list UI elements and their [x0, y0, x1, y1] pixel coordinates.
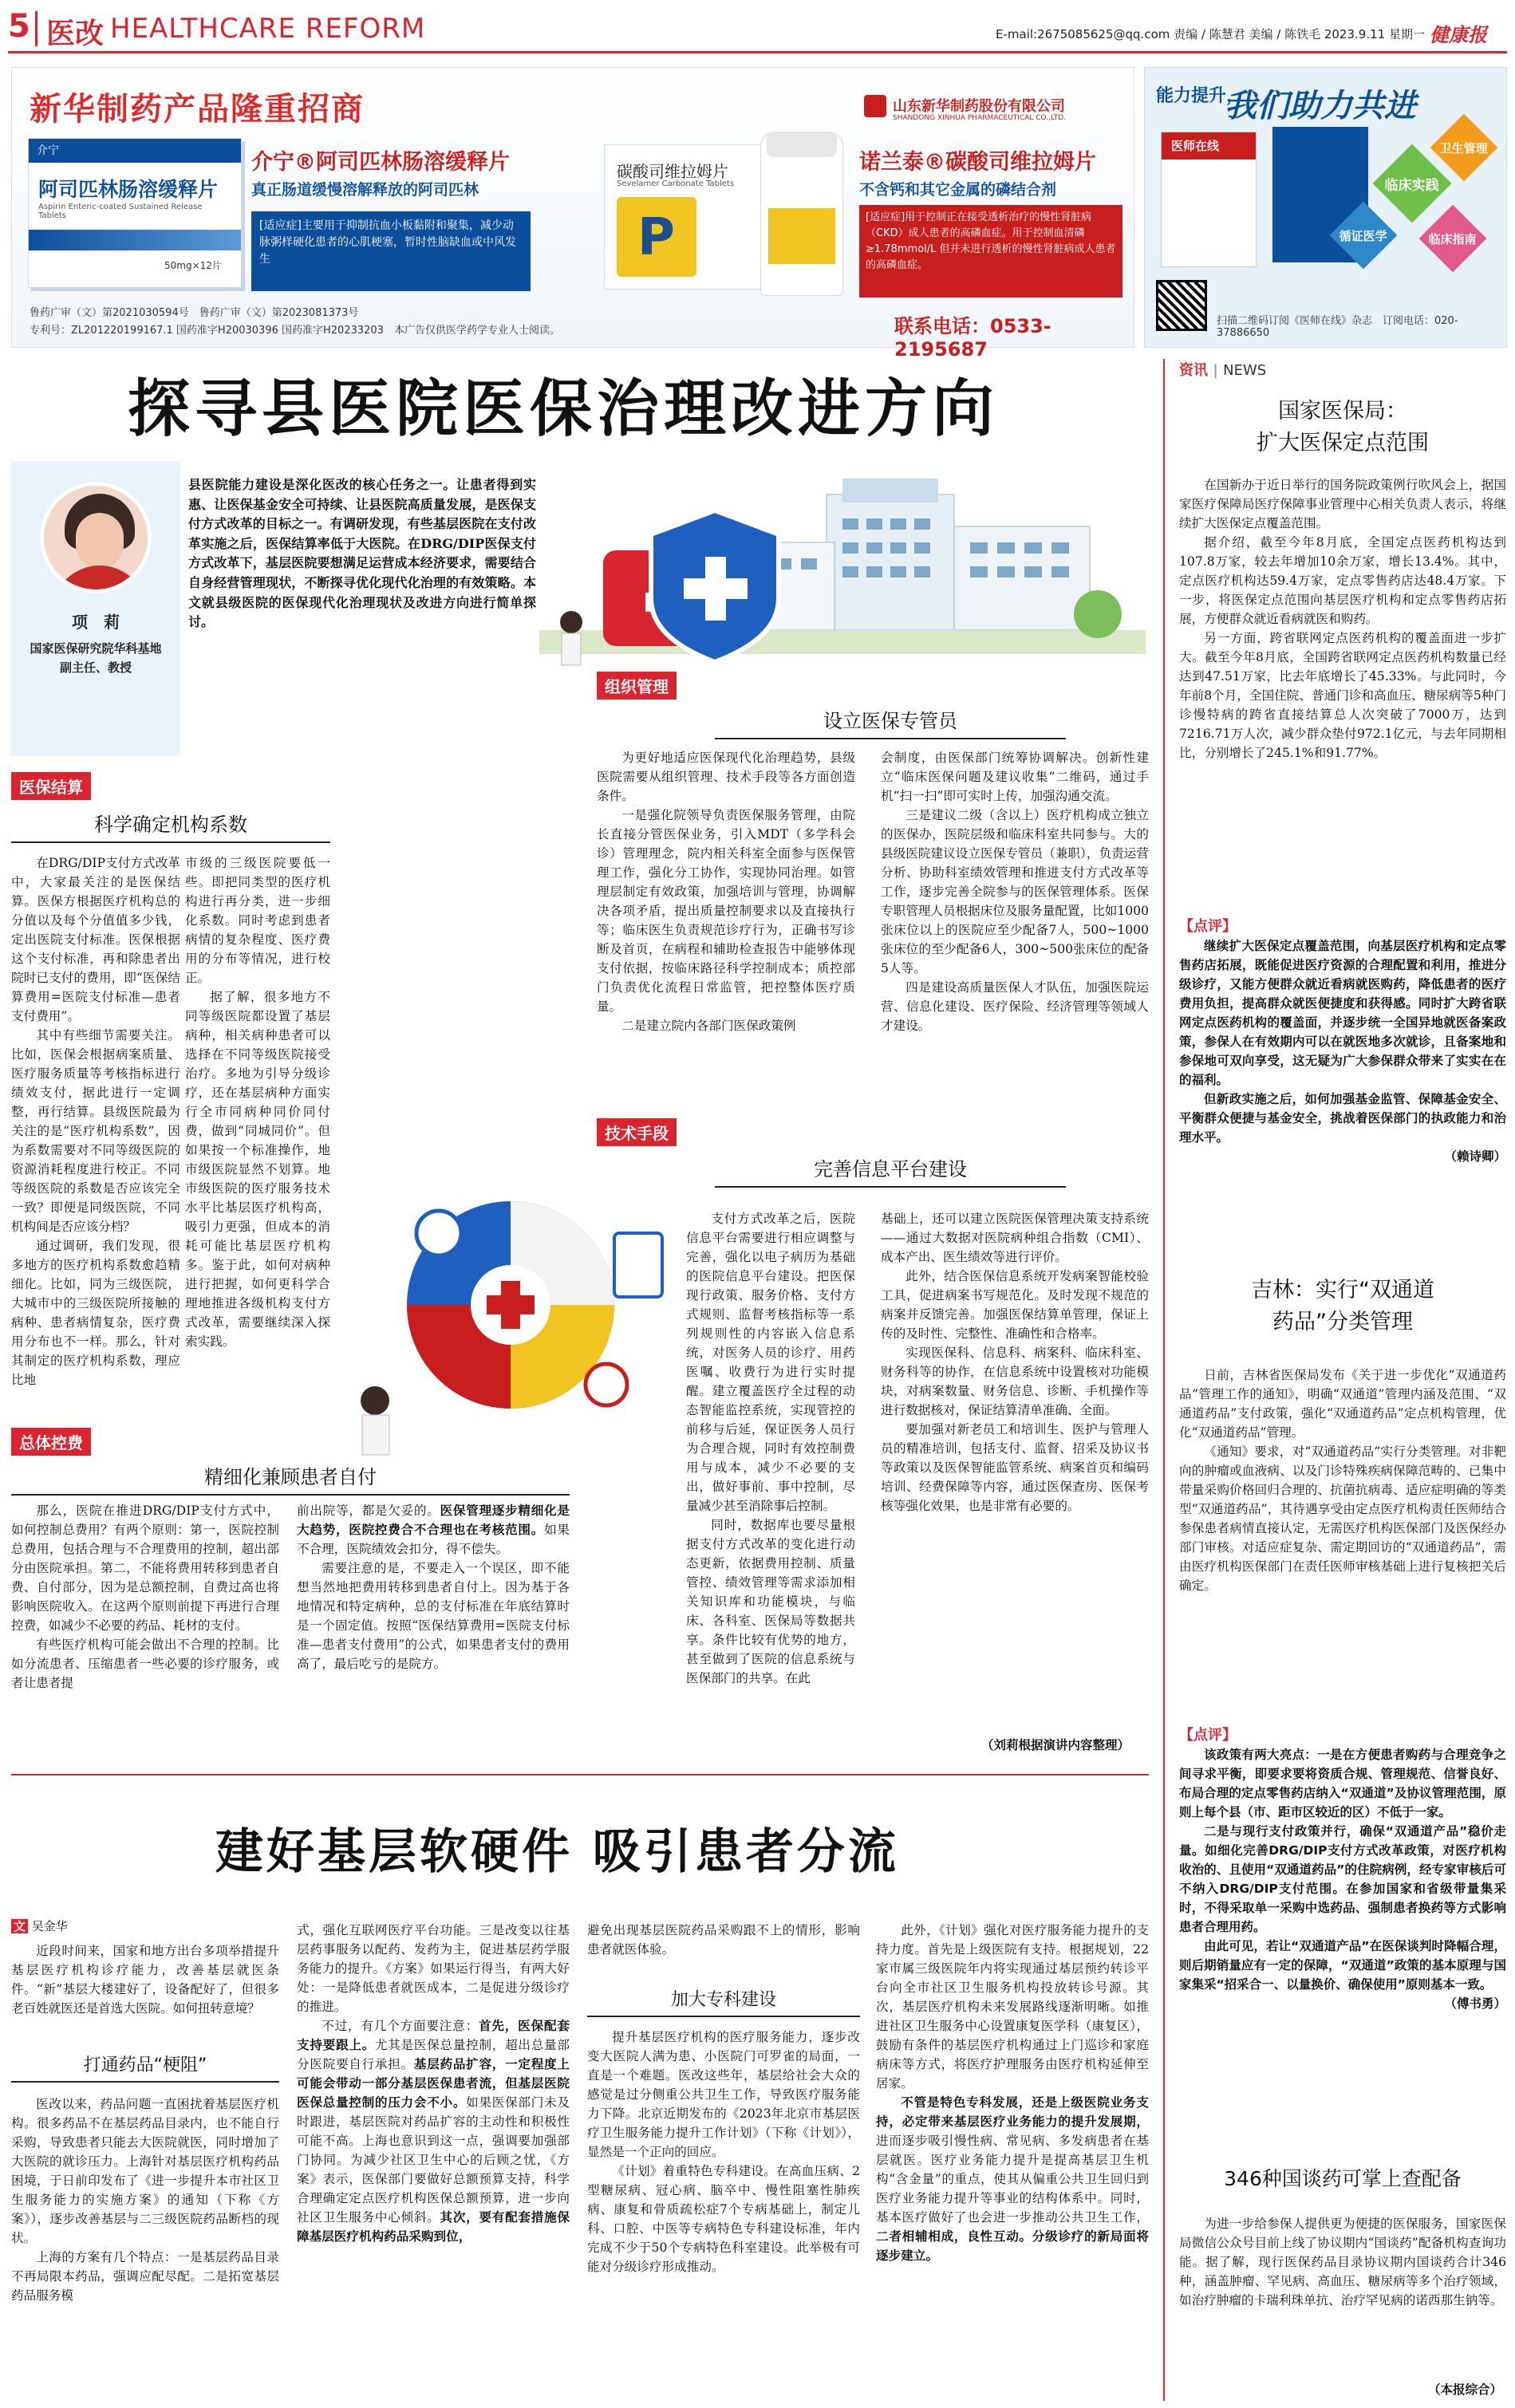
page-number: 5: [8, 8, 30, 45]
heading-info-platform: 完善信息平台建设: [715, 1153, 1066, 1188]
author-role-2: 副主任、教授: [59, 660, 132, 675]
col2b-text: 会制度，由医保部门统筹协调解决。创新性建立“临床医保问题及建议收集”二维码，通过手机“扫一扫”即可实时上传，加强沟通交流。 三是建议二级（含以上）医疗机构成立独立的医保办，医院层级和临床科室共同参与。大的县级医院建议设立医保专管员（兼职），负责运营分析、协助科室绩效管理和推进支付方式改革等工作，逐步完善全院参与的医保管理体系。医保专职管理人员根据床位及服务量配置，比如1000张床位以上的医院应至少配备7人，500~1000张床位的至少配备6人，300~500张床位的配备5人等。 四是建设高质量医保人才队伍，加强医院运营、信息化建设、医疗保险、经济管理等领域人才建设。: [881, 751, 1149, 1033]
news3-body: 为进一步给参保人提供更为便捷的医保服务，国家医保局微信公众号目前上线了协议期内“国谈药”配备机构查询功能。据了解，现行医保药品目录协议期内国谈药合计346种，涵盖肿瘤、罕见病、高血压、糖尿病等多个治疗领域，如治疗肿瘤的卡瑞利珠单抗、治疗罕见病的诺西那生钠等。: [1179, 2217, 1506, 2308]
news-label: 资讯 | NEWS: [1179, 362, 1267, 379]
qr-code-icon[interactable]: [1156, 280, 1207, 331]
header-divider: [35, 11, 37, 46]
news1-body: 在国新办于近日举行的国务院政策例行吹风会上，据国家医疗保障局医疗保障事业管理中心相关负责人表示，将继续扩大医保定点覆盖范围。 据介绍，截至今年8月底，全国定点医药机构达到107.8万家，较去年增加10余万家，增长13.4%。其中，定点医疗机构达59.4万家，定点零售药店达48.4万家。下一步，将医保定点范围向基层医疗机构和定点零售药店拓展，方便群众就近看病就医和购药。 另一方面，跨省联网定点医药机构的覆盖面进一步扩大。截至今年8月底，全国跨省联网定点医药机构数量已经达到47.51万家，比去年底增长了45.33%。与此同时，今年前8个月，全国住院、普通门诊和高血压、糖尿病等5种门诊慢特病的跨省直接结算总人次突破了7000万，达到7216.71万人次，减少群众垫付972.1亿元，与去年同期相比，分别增长了245.1%和91.77%。: [1179, 478, 1506, 760]
col4b-text: 前出院等，都是欠妥的。医保管理逐步精细化是大趋势，医院控费合不合理也在考核范围。如果不合理，医院绩效会扣分，得不偿失。 需要注意的是，不要走入一个误区，即不能想当然地把费用转移到患者自付上。因为基于各地情况和特定病种，总的支付标准在年底结算时是一个固定值。按照“医保结算费用=医院支付标准—患者支付费用”的公式，如果患者支付的费用高了，最后吃亏的是院方。: [297, 1503, 570, 1671]
xinhua-logo-icon: [864, 95, 886, 117]
bottom-col4: 此外，《计划》强化对医疗服务能力提升的支持力度。首先是上级医院有支持。根据规划，22家市属三级医院年内将实现通过基层预约转诊平台向全市社区卫生服务机构投放转诊号源。其次，基层医疗机构未来发展路线逐渐明晰。如推进社区卫生服务中心设置康复医学科（康复区），鼓励有条件的基层医疗机构通过上门巡诊和家庭病床等方式，将医疗护理服务由医疗机构延伸至居家。 不管是特色专科发展，还是上级医院业务支持，必定带来基层医疗业务能力的提升发展期，进而逐步吸引慢性病、常见病、多发病患者在基层就医。医疗业务能力提升是提高基层卫生机构“含金量”的重点，使其从偏重公共卫生回归到医疗业务能力提升等事业的结构体系中。同时，基本医疗做好了也会进一步推动公共卫生工作，二者相辅相成，良性互动。分级诊疗的新局面将逐步建立。: [876, 1923, 1149, 2263]
product1-title: 介宁®阿司匹林肠溶缓释片: [251, 150, 510, 175]
section-divider: [11, 1774, 1149, 1775]
bottom-title: 建好基层软硬件 吸引患者分流: [215, 1824, 899, 1880]
author-avatar: [40, 482, 152, 593]
heading-specialty: 加大专科建设: [587, 1986, 860, 2017]
ad-banner[interactable]: [11, 67, 1134, 361]
col3b-text: 基础上，还可以建立医院医保管理决策支持系统——通过大数据对医院病种组合指数（CMI）、成本产出、医生绩效等进行评价。 此外，结合医保信息系统开发病案智能校验工具，促进病案书写规范化。及时发现不规范的病案并反馈完善。加强医保结算单管理，保证上传的及时性、完整性、准确性和合格率。 实现医保科、信息科、病案科、临床科室、财务科等的协作，在信息系统中设置核对功能模块，对病案数量、财务信息、诊断、手机操作等进行数据核对，保证结算清单准确、全面。 要加强对新老员工和培训生、医护与管理人员的精准培训，包括支付、监督、招采及协议书等政策以及医保智能监管系统、病案首页和编码培训、经费保障等内容，通过医保查房、医保考核等强化效果，也是非常有必要的。: [881, 1212, 1149, 1513]
author-name: 项 莉: [72, 613, 120, 632]
tag-health-management: 卫生管理: [1430, 114, 1498, 182]
main-title: 探寻县医院医保治理改进方向: [128, 372, 1000, 445]
bottom-col3: 避免出现基层医院药品采购跟不上的情形，影响患者就医体验。: [587, 1923, 860, 1957]
product1-subtitle: 真正肠道缓慢溶解释放的阿司匹林: [251, 181, 479, 199]
tag-insurance-settlement: 医保结算: [11, 772, 91, 800]
tag-clinical-practice: 临床实践: [1373, 144, 1452, 223]
header-rule: [8, 51, 1507, 53]
magazine-slogan: 我们助力共进: [1225, 87, 1416, 124]
aspirin-package: 介宁 阿司匹林肠溶缓释片 Aspirin Enteric-coated Sustained Release Tablets 50mg×12片: [28, 138, 242, 288]
ad-slogan: 新华制药产品隆重招商: [30, 91, 365, 128]
col3a-text: 支付方式改革之后，医院信息平台需要进行相应调整与完善，强化以电子病历为基础的医院信息平台建设。把医保现行政策、服务价格、支付方式规则、监督考核指标等一系列规则性的内容嵌入信息系统，对医务人员的诊疗、用药医嘱、收费行为进行实时提醒。建立覆盖医疗全过程的动态智能监控系统，实现管控的前移与后延，保证医务人员行为合理合规，同时有效控制费用与成本，减少不必要的支出，做好事前、事中控制，尽量减少甚至消除事后控制。 同时，数据库也要尽量根据支付方式改革的变化进行动态更新，依据费用控制、质量管控、绩效管理等需求添加相关知识库和功能模块，与临床、各科室、医保局等数据共享。条件比较有优势的地方，甚至做到了医院的信息系统与医保部门的共享。在此: [686, 1212, 855, 1685]
ad-phone[interactable]: 联系电话：0533-2195687: [894, 315, 1051, 361]
intro-text: 县医院能力建设是深化医改的核心任务之一。让患者得到实惠、让医保基金安全可持续、让县医院高质量发展，是医保支付方式改革的目标之一。有调研发现，有些基层医院在支付改革实施之后，医保结算率低于大医院。在DRG/DIP医保支付方式改革下，基层医院要想满足运营成本经济要求，需要结合自身经营管理现状，不断探寻优化现代化治理的有效策略。本文就县级医院的医保现代化治理现状及改进方向进行简单探讨。: [188, 477, 536, 630]
ad-registration-2: 专利号：ZL201220199167.1 国药准字H20030396 国药准字H20233203 本广告仅供医学药学专业人士阅读。: [30, 325, 560, 337]
author-role-1: 国家医保研究院华科基地: [30, 641, 162, 656]
news3-credit: （本报综合）: [1428, 2382, 1503, 2397]
col4a-text: 那么，医院在推进DRG/DIP支付方式中，如何控制总费用？有两个原则：第一，医院控制总费用，包括合理与不合理费用的控制，超出部分由医院承担。第二，不能将费用转移到患者自费、自付部分，因为是总额控制，自费过高也将影响医院收入。在这两个原则前提下再进行合理控费，如减少不必要的药品、耗材的支付。 有些医疗机构可能会做出不合理的控制。比如分流患者、压缩患者一些必要的诊疗服务，或者让患者提: [11, 1504, 279, 1690]
bottom-lead: 近段时间来，国家和地方出台多项举措提升基层医疗机构诊疗能力，改善基层就医条件。“新”基层大楼建好了，设备配好了，但很多老百姓就医还是首选大医院。如何扭转意境？: [11, 1944, 279, 2016]
product2-title: 诺兰泰®碳酸司维拉姆片: [859, 150, 1096, 175]
data-circle-illustration: [343, 1185, 702, 1456]
company-name-en: SHANDONG XINHUA PHARMACEUTICAL CO.,LTD.: [893, 114, 1067, 122]
author-box: [11, 461, 180, 756]
bottom-col1: 医改以来，药品问题一直困扰着基层医疗机构。很多药品不在基层药品目录内，也不能自行采购，导致患者只能去大医院就医，同时增加了大医院的就诊压力。上海针对基层医疗机构药品困境，于日前印发布了《进一步提升本市社区卫生服务能力的实施方案》的通知（下称《方案》），逐步改善基层与二三级医院药品断档的现状。 上海的方案有几个特点：一是基层药品目录不再局限本药品，强调应配尽配。二是拓宽基层药品服务模: [11, 2097, 279, 2303]
product2-subtitle: 不含钙和其它金属的磷结合剂: [859, 181, 1057, 199]
header-meta: E-mail:2675085625@qq.com 责编 / 陈慧君 美编 / 陈铁毛 2023.9.11 星期一: [996, 27, 1425, 41]
news2-body: 日前，吉林省医保局发布《关于进一步优化“双通道药品”管理工作的通知》，明确“双通道”管理内涵及范围、“双通道药品”支付政策，强化“双通道药品”定点机构管理，优化“双通道药品”管理。 《通知》要求，对“双通道药品”实行分类管理。对非靶向的肿瘤或血液病、以及门诊特殊疾病保障范畴的、已集中带量采购价格回归合理的、抗菌抗病毒、适应症明确的等类型“双通道药品”，其待遇享受由定点医疗机构责任医师结合参保患者病情直接认定，无需医疗机构医保部门及医保经办部门审核。对适应症复杂、需定期回访的“双通道药品”，需由医疗机构医保部门在责任医师审核基础上进行复核把关后确定。: [1179, 1368, 1506, 1593]
bottom-col3b: 提升基层医疗机构的医疗服务能力，逐步改变大医院人满为患、小医院门可罗雀的局面，一直是一个难题。医改这些年，基层给社会大众的感觉是过分侧重公共卫生工作，导致医疗服务能力下降。北京近期发布的《2023年北京市基层医疗卫生服务能力提升工作计划》（下称《计划》），显然是一个正向的回应。 《计划》着重特色专科建设。在高血压病、2型糖尿病、冠心病、脑卒中、慢性阻塞性肺疾病、康复和骨质疏松症7个专病基础上，制定儿科、口腔、中医等专病特色专科建设标准，年内完成不少于50个专病特色科室建设。此举极有可能对分级诊疗形成推动。: [587, 2030, 860, 2274]
tag-technology: 技术手段: [597, 1118, 677, 1146]
sevelamer-package: 碳酸司维拉姆片 Sevelamer Carbonate Tablets P: [604, 132, 848, 296]
col1a-text: 在DRG/DIP支付方式改革中，大家最关注的是医保结算。医保方根据医疗机构总的分值以及每个分值值多少钱，定出医院支付标准。医保根据这个支付标准，再和除患者出院时已支付的费用，即“医保结算费用=医院支付标准—患者支付费用”。 其中有些细节需要关注。比如，医保会根据病案质量、医疗服务质量等考核指标进行绩效支付，据此进行一定调整，再行结算。县级医院最为关注的是“医疗机构系数”，因为系数需要对不同等级医院的资源消耗程度进行校正。不同等级医院的系数是否应该完全一致？即便是同级医院，不同机构间是否应该分档？ 通过调研，我们发现，很多地方的医疗机构系数愈趋精细化。比如，同为三级医院，大城市中的三级医院所接触的病种、患者病情复杂，医疗费用分布也不一样。那么，针对其制定的医疗机构系数，理应比地: [11, 856, 180, 1387]
news2-title: 吉林：实行“双通道 药品”分类管理: [1251, 1278, 1434, 1334]
magazine-cover: 医师在线: [1161, 132, 1257, 267]
ad-registration-1: 鲁药广审（文）第2021030594号 鲁药广审（文）第2023081373号: [30, 307, 359, 319]
tag-organization: 组织管理: [597, 672, 677, 700]
tag-clinical-guideline: 临床指南: [1419, 205, 1487, 273]
magazine-footer: 扫描二维码订阅《医师在线》杂志 订阅电话：020-37886650: [1217, 315, 1458, 339]
hospital-illustration: [539, 463, 1146, 678]
section-title-cn: 医改: [46, 18, 105, 50]
article-credit: （刘莉根据演讲内容整理）: [981, 1737, 1130, 1752]
news2-comment: 【点评】 该政策有两大亮点：一是在方便患者购药与合理竞争之间寻求平衡，即要求要将资质合规、管理规范、信誉良好、布局合理的定点零售药店纳入“双通道”及协议管理范围，原则上每个县（市、距市区较近的区）不低于一家。 二是与现行支付政策并行，确保“双通道产品”稳价走量。如细化完善DRG/DIP支付方式改革政策，对医疗机构收治的、且使用“双通道药品”的住院病例，经专家审核后可不纳入DRG/DIP支付范围。在参加国家和省级带量集采时，不得采取单一采购中选药品、强制患者换药等方式影响患者合理用药。 由此可见，若让“双通道产品”在医保谈判时降幅合理，则后期销量应有一定的保障，“双通道”政策的基本原理与国家集采“招采合一、以量换价、确保使用”原则基本一致。 （傅书勇）: [1179, 1727, 1506, 2011]
newspaper-logo: 健康报: [1430, 23, 1487, 46]
section-title-en: HEALTHCARE REFORM: [110, 13, 426, 45]
heading-drug-obstruction: 打通药品“梗阻”: [11, 2051, 279, 2083]
bottom-byline: 文 吴金华: [11, 1917, 68, 1934]
tag-evidence-medicine: 循证医学: [1330, 202, 1398, 270]
bottom-col2: 式，强化互联网医疗平台功能。三是改变以往基层药事服务以配药、发药为主，促进基层药学服务能力的提升。《方案》如果运行得当，有两大好处：一是降低患者就医成本，二是促进分级诊疗的推进。 不过，有几个方面要注意：首先，医保配套支持要跟上。尤其是医保总量控制，超出总量部分医院要自行承担。基层药品扩容，一定程度上可能会带动一部分基层医保患者流，但基层医院医保总量控制的压力会不小。如果医保部门未及时跟进，基层医院对药品扩容的主动性和积极性可能不高。上海也意识到这一点，强调要加强部门协同。为减少社区卫生中心的后顾之忧，《方案》表示，医保部门要做好总额预算支持，科学合理确定定点医疗机构医保总额预算，进一步向社区卫生服务中心倾斜。其次，要有配套措施保障基层医疗机构药品采购到位，: [297, 1923, 570, 2244]
magazine-ad[interactable]: 能力提升， 我们助力共进 医师在线 临床实践 循证医学 卫生管理 临床指南 扫描二维码订阅《医师在线》杂志 订阅电话：020-37886650: [1144, 67, 1507, 348]
news3-title: 346种国谈药可掌上查配备: [1224, 2167, 1462, 2190]
col1b-text: 市级的三级医院要低一些。即把同类型的医疗机构进行再分类，进一步细化系数。同时考虑到患者病情的复杂程度、医疗费用的分布等情况，进行校正。 据了解，很多地方不同等级医院都设置了基层病种，相关病种患者可以选择在不同等级医院接受治疗。多地为引导分级诊疗，还在基层病种方面实行全市同病种同价同付费，做到“同城同价”。但如果按一个标准操作，地市级医院显然不划算。地市级医院的医疗服务技术水平比基层医疗机构高，吸引力更强，但成本的消耗可能比基层医疗机构多。鉴于此，如何对病种进行把握，如何更科学合理地推进各级机构支付方式改革，需要继续深入探索实践。: [185, 856, 330, 1349]
news1-comment: 【点评】 继续扩大医保定点覆盖范围，向基层医疗机构和定点零售药店拓展，既能促进医疗资源的合理配置和利用，推进分级诊疗，又能方便群众就近看病就医购药，降低患者的医疗费用负担，提高群众就医便捷度和获得感。同时扩大跨省联网定点医药机构的覆盖面，并逐步统一全国异地就医备案政策，参保人在有效期内可以在就医地多次就诊，且备案地和参保地可双向享受，这无疑为广大参保群众带来了实实在在的福利。 但新政实施之后，如何加强基金监管、保障基金安全、平衡群众便捷与基金安全，挑战着医保部门的执政能力和治理水平。 （赖诗卿）: [1179, 918, 1506, 1164]
company-name: 山东新华制药股份有限公司: [893, 98, 1065, 115]
product1-indication: [适应症]主要用于抑制抗血小板黏附和聚集，减少动脉粥样硬化患者的心肌梗塞，暂时性脑缺血或中风发生: [251, 211, 531, 291]
product2-indication: [适应症]用于控制正在接受透析治疗的慢性肾脏病（CKD）成人患者的高磷血症。用于控制血清磷≥1.78mmol/L 但并未进行透析的慢性肾脏病成人患者的高磷血症。: [859, 205, 1122, 298]
news1-title: 国家医保局： 扩大医保定点范围: [1257, 399, 1429, 455]
col2a-text: 为更好地适应医保现代化治理趋势，县级医院需要从组织管理、技术手段等各方面创造条件。 一是强化院领导负责医保服务管理，由院长直接分管医保业务，引入MDT（多学科会诊）管理理念，院内相关科室全面参与医保管理工作，强化分工协作，实现协同治理。如管理层制定有效政策，加强培训与管理，协调解决各项矛盾，提出质量控制要求以及直接执行等；临床医生负责规范诊疗行为，正确书写诊断及首页，在病程和辅助检查报告中能够体现支付依据，按临床路径科学控制成本；质控部门负责优化流程日常监管，把控整体医疗质量。 二是建立院内各部门医保政策例: [597, 751, 855, 1033]
news-column-rule: [1163, 359, 1165, 2401]
page-header: [8, 5, 1507, 54]
heading-specialist: 设立医保专管员: [715, 705, 1066, 739]
heading-coefficient: 科学确定机构系数: [11, 809, 330, 843]
heading-copayment: 精细化兼顾患者自付: [11, 1461, 570, 1496]
tag-cost-control: 总体控费: [11, 1428, 91, 1456]
